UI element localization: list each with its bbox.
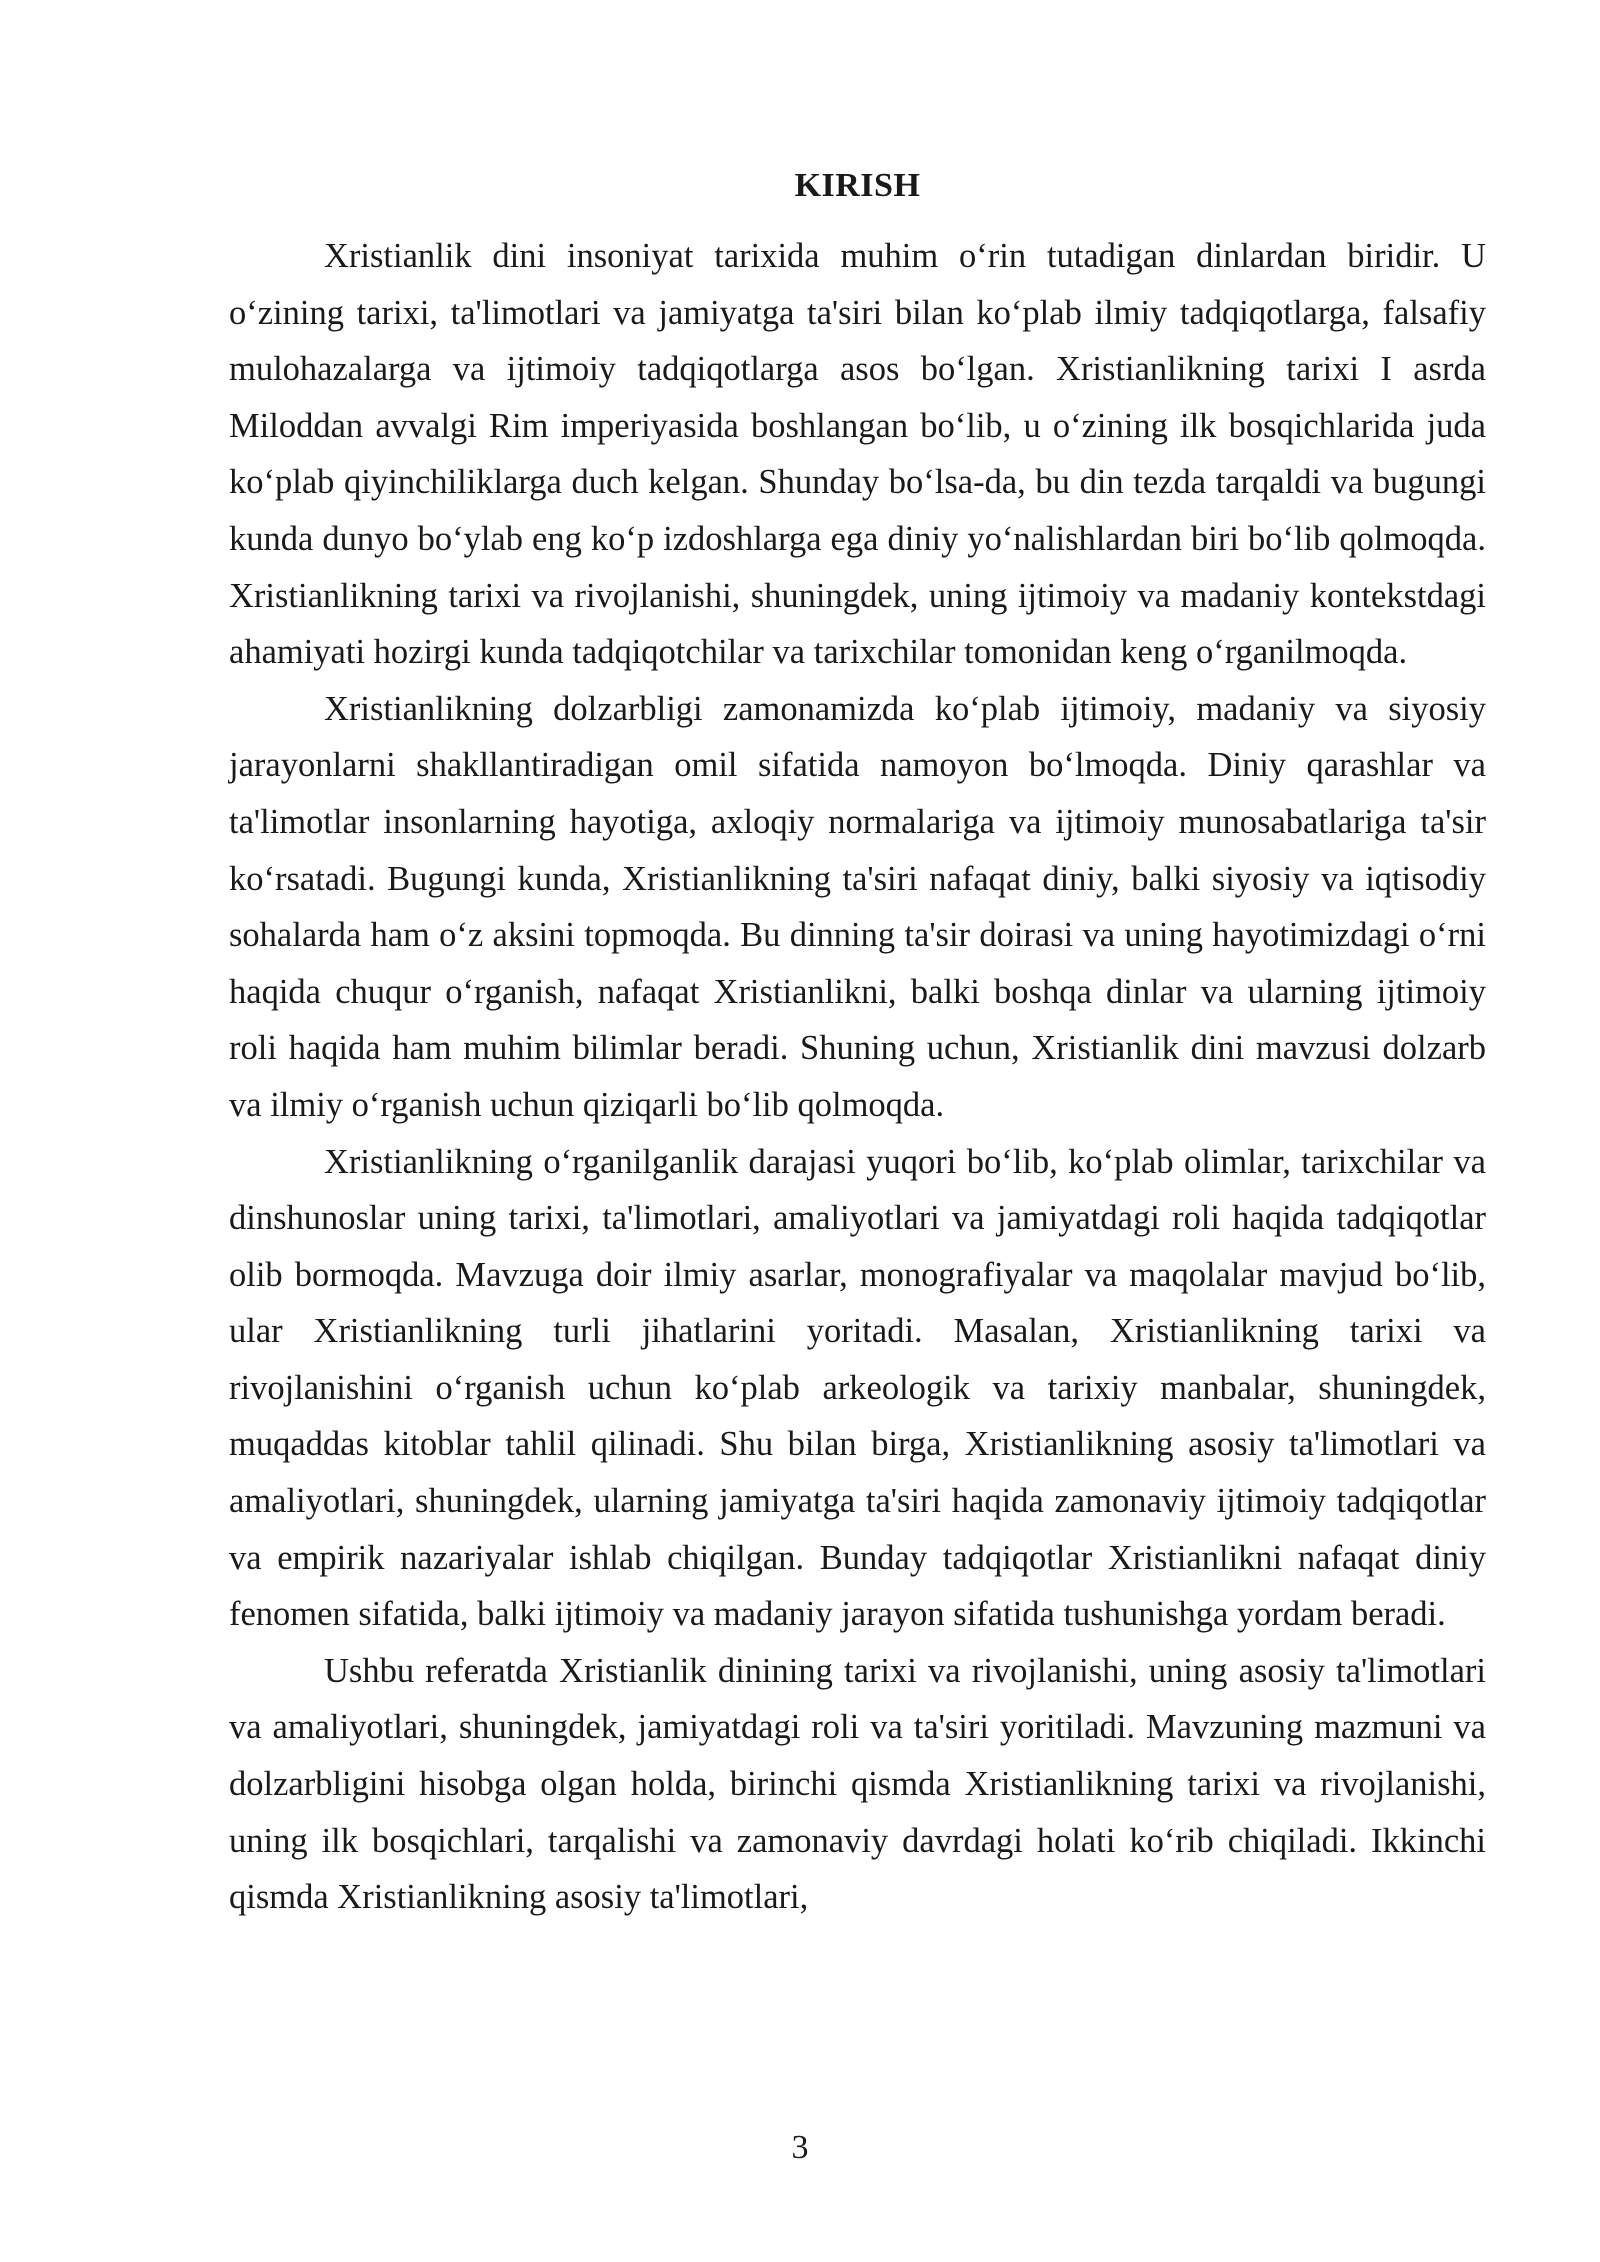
page-number: 3 bbox=[791, 2129, 809, 2166]
paragraph-outline: Ushbu referatda Xristianlik dinining tarixi va rivojlanishi, uning asosiy ta'limotlari va amaliyotlari, shuningdek, jamiyatdagi roli va ta'siri yoritiladi. Mavzuning mazmuni va dolzarbligini hisobga olgan holda, birinchi qismda Xristianlikning tarixi va rivojlanishi, uning ilk bosqichlari, tarqalishi va zamonaviy davrdagi holati ko‘rib chiqiladi. Ikkinchi qismda Xristianlikning asosiy ta'limotlari, bbox=[229, 1651, 1486, 1917]
page-content bbox=[229, 158, 1486, 1926]
paragraph-history: Xristianlik dini insoniyat tarixida muhim o‘rin tutadigan dinlardan biridir. U o‘zining tarixi, ta'limotlari va jamiyatga ta'siri bilan ko‘plab ilmiy tadqiqotlarga, falsafiy mulohazalarga va ijtimoiy tadqiqotlarga asos bo‘lgan. Xristianlikning tarixi I asrda Miloddan avvalgi Rim imperiyasida boshlangan bo‘lib, u o‘zining ilk bosqichlarida juda ko‘plab qiyinchiliklarga duch kelgan. Shunday bo‘lsa-da, bu din tezda tarqaldi va bugungi kunda dunyo bo‘ylab eng ko‘p izdoshlarga ega diniy yo‘nalishlardan biri bo‘lib qolmoqda. Xristianlikning tarixi va rivojlanishi, shuningdek, uning ijtimoiy va madaniy kontekstdagi ahamiyati hozirgi kunda tadqiqotchilar va tarixchilar tomonidan keng o‘rganilmoqda. bbox=[229, 237, 1486, 672]
paragraph-research-level: Xristianlikning o‘rganilganlik darajasi yuqori bo‘lib, ko‘plab olimlar, tarixchilar va dinshunoslar uning tarixi, ta'limotlari, amaliyotlari va jamiyatdagi roli haqida tadqiqotlar olib bormoqda. Mavzuga doir ilmiy asarlar, monografiyalar va maqolalar mavjud bo‘lib, ular Xristianlikning turli jihatlarini yoritadi. Masalan, Xristianlikning tarixi va rivojlanishini o‘rganish uchun ko‘plab arkeologik va tarixiy manbalar, shuningdek, muqaddas kitoblar tahlil qilinadi. Shu bilan birga, Xristianlikning asosiy ta'limotlari va amaliyotlari, shuningdek, ularning jamiyatga ta'siri haqida zamonaviy ijtimoiy tadqiqotlar va empirik nazariyalar ishlab chiqilgan. Bunday tadqiqotlar Xristianlikni nafaqat diniy fenomen sifatida, balki ijtimoiy va madaniy jarayon sifatida tushunishga yordam beradi. bbox=[229, 1142, 1486, 1634]
section-title: KIRISH bbox=[794, 167, 921, 204]
paragraph-relevance: Xristianlikning dolzarbligi zamonamizda ko‘plab ijtimoiy, madaniy va siyosiy jarayonlarni shakllantiradigan omil sifatida namoyon bo‘lmoqda. Diniy qarashlar va ta'limotlar insonlarning hayotiga, axloqiy normalariga va ijtimoiy munosabatlariga ta'sir ko‘rsatadi. Bugungi kunda, Xristianlikning ta'siri nafaqat diniy, balki siyosiy va iqtisodiy sohalarda ham o‘z aksini topmoqda. Bu dinning ta'sir doirasi va uning hayotimizdagi o‘rni haqida chuqur o‘rganish, nafaqat Xristianlikni, balki boshqa dinlar va ularning ijtimoiy roli haqida ham muhim bilimlar beradi. Shuning uchun, Xristianlik dini mavzusi dolzarb va ilmiy o‘rganish uchun qiziqarli bo‘lib qolmoqda. bbox=[229, 689, 1486, 1124]
